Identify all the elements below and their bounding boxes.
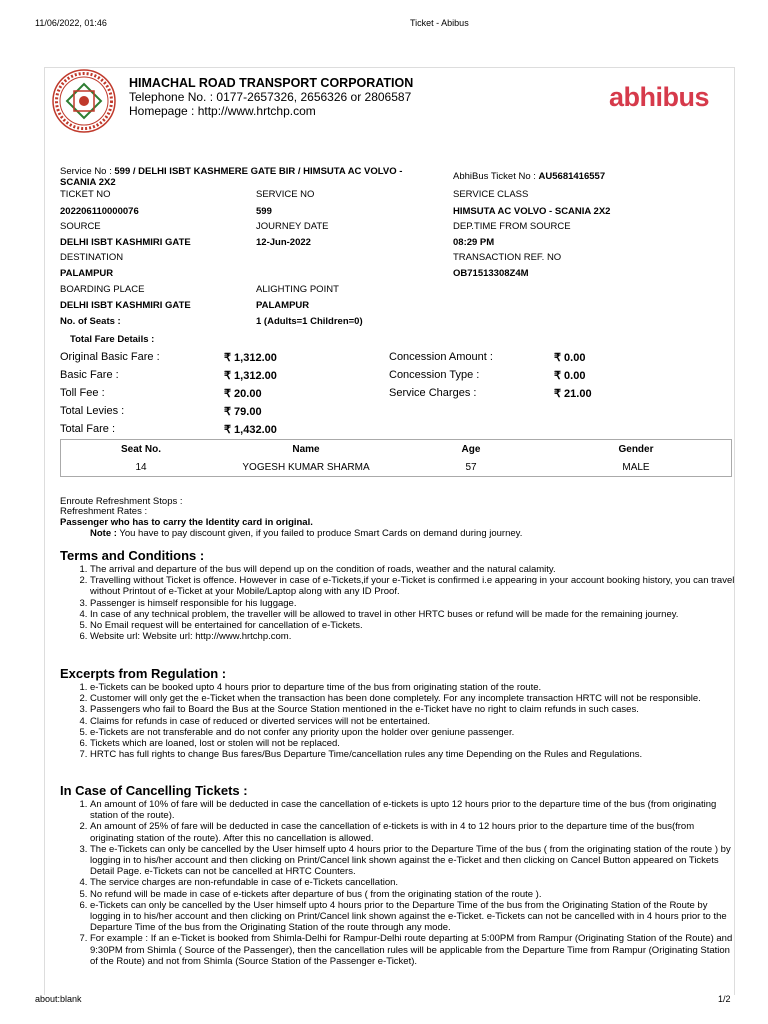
list-item: 4. Claims for refunds in case of reduced or diverted services will not be entertained. xyxy=(90,716,740,727)
list-item: 3. Passengers who fail to Board the Bus at the Source Station mentioned in the e-Ticket have no right to claim refunds in such cases. xyxy=(90,704,740,715)
abhibus-ticket-no: AbhiBus Ticket No : AU5681416557 xyxy=(453,171,606,182)
original-basic-fare-label: Original Basic Fare : xyxy=(60,351,160,363)
fare-details-label: Total Fare Details : xyxy=(70,334,155,345)
list-item: 1. e-Tickets can be booked upto 4 hours prior to departure time of the bus from originating station of the route. xyxy=(90,682,740,693)
terms-list xyxy=(60,564,740,642)
concession-type-value: ₹ 0.00 xyxy=(554,370,586,382)
list-item: 5. e-Tickets are not transferable and do not confer any priority upon the holder over geniune passenger. xyxy=(90,727,740,738)
service-no-value: 599 xyxy=(256,206,272,217)
identity-note: Passenger who has to carry the Identity card in original. xyxy=(60,517,313,528)
list-item: 2. An amount of 25% of fare will be deducted in case the cancellation of e-tickets is with in 4 to 12 hours prior to the departure time of the bus(from originating station of the route). After this no cancellation is allowed. xyxy=(90,821,740,843)
list-item: 6. e-Tickets can only be cancelled by the User himself upto 4 hours prior to the Departure Time of the bus from the Originating Station of the Route by logging in to his/her account and then clicking on Print/Cancel link shown against the e-Ticket. e-Tickets can not be cancelled with in 4 hours prior to the Departure Time of the bus from the Originating Station of the route through any mode. xyxy=(90,900,740,934)
list-item: 4. The service charges are non-refundable in case of e-Tickets cancellation. xyxy=(90,877,740,888)
destination-label: DESTINATION xyxy=(60,252,124,263)
list-item: 3. Passenger is himself responsible for his luggage. xyxy=(90,598,740,609)
concession-amount-value: ₹ 0.00 xyxy=(554,352,586,364)
ticket-no-label: TICKET NO xyxy=(60,189,111,200)
seats-value: 1 (Adults=1 Children=0) xyxy=(256,316,363,327)
regulation-list xyxy=(60,682,740,760)
seat-no-header: Seat No. xyxy=(120,444,161,455)
service-no-line: Service No : 599 / DELHI ISBT KASHMERE GATE BIR / HIMSUTA AC VOLVO - xyxy=(60,166,403,177)
terms-title: Terms and Conditions : xyxy=(60,548,205,563)
alighting-point-value: PALAMPUR xyxy=(256,300,310,311)
cancelling-title: In Case of Cancelling Tickets : xyxy=(60,783,248,798)
print-url: about:blank xyxy=(35,994,82,1004)
concession-amount-label: Concession Amount : xyxy=(389,351,493,363)
list-item: 5. No Email request will be entertained for cancellation of e-Tickets. xyxy=(90,620,740,631)
journey-date-value: 12-Jun-2022 xyxy=(256,237,311,248)
service-no-label: SERVICE NO xyxy=(256,189,315,200)
transaction-ref-label: TRANSACTION REF. NO xyxy=(453,252,562,263)
total-fare-value: ₹ 1,432.00 xyxy=(224,424,277,436)
corporation-name: HIMACHAL ROAD TRANSPORT CORPORATION xyxy=(129,76,414,90)
original-basic-fare-value: ₹ 1,312.00 xyxy=(224,352,277,364)
refreshment-rates: Refreshment Rates : xyxy=(60,506,148,517)
seat-no-cell: 14 xyxy=(135,462,147,473)
name-header: Name xyxy=(292,444,320,455)
total-fare-label: Total Fare : xyxy=(60,423,116,435)
list-item: 6. Website url: Website url: http://www.hrtchp.com. xyxy=(90,631,740,642)
corporation-telephone: Telephone No. : 0177-2657326, 2656326 or 2806587 xyxy=(129,90,412,104)
transaction-ref-value: OB71513308Z4M xyxy=(453,268,529,279)
list-item: 1. An amount of 10% of fare will be deducted in case the cancellation of e-tickets is upto 12 hours prior to the departure time of the bus (from originating station of the route). xyxy=(90,799,740,821)
ticket-no-value: 202206110000076 xyxy=(60,206,139,217)
service-no-line-2: SCANIA 2X2 xyxy=(60,177,116,188)
boarding-place-value: DELHI ISBT KASHMIRI GATE xyxy=(60,300,191,311)
service-charges-label: Service Charges : xyxy=(389,387,477,399)
source-value: DELHI ISBT KASHMIRI GATE xyxy=(60,237,191,248)
toll-fee-label: Toll Fee : xyxy=(60,387,105,399)
toll-fee-value: ₹ 20.00 xyxy=(224,388,262,400)
source-label: SOURCE xyxy=(60,221,101,232)
list-item: 7. For example : If an e-Ticket is booked from Shimla-Delhi for Rampur-Delhi route departing at 5:00PM from Rampur (Originating Station of the Route) and 9:30PM from Shimla ( Source of the Passenger), then the cancellation rules will be applicable from the Departure Time from Rampur (Originating Station of the Route) and not from Shimla (Source Station of the Passenger e-Ticket). xyxy=(90,933,740,967)
concession-type-label: Concession Type : xyxy=(389,369,480,381)
regulation-title: Excerpts from Regulation : xyxy=(60,666,227,681)
basic-fare-value: ₹ 1,312.00 xyxy=(224,370,277,382)
destination-value: PALAMPUR xyxy=(60,268,114,279)
passenger-table xyxy=(60,439,732,477)
list-item: 1. The arrival and departure of the bus will depend up on the condition of roads, weather and the natural calamity. xyxy=(90,564,740,575)
list-item: 2. Customer will only get the e-Ticket when the transaction has been done completely. For any incomplete transaction HRTC will not be responsible. xyxy=(90,693,740,704)
total-levies-label: Total Levies : xyxy=(60,405,125,417)
age-header: Age xyxy=(461,444,481,455)
list-item: 5. No refund will be made in case of e-tickets after departure of bus ( from the originating station of the route ). xyxy=(90,889,740,900)
age-cell: 57 xyxy=(465,462,477,473)
seats-label: No. of Seats : xyxy=(60,316,121,327)
service-class-value: HIMSUTA AC VOLVO - SCANIA 2X2 xyxy=(453,206,611,217)
discount-note: Note : You have to pay discount given, if you failed to produce Smart Cards on demand during journey. xyxy=(90,528,523,539)
gender-cell: MALE xyxy=(622,462,650,473)
enroute-stops: Enroute Refreshment Stops : xyxy=(60,496,183,507)
alighting-point-label: ALIGHTING POINT xyxy=(256,284,339,295)
corporation-homepage: Homepage : http://www.hrtchp.com xyxy=(129,104,316,118)
list-item: 2. Travelling without Ticket is offence. However in case of e-Tickets,if your e-Ticket is confirmed i.e appearing in your account booking history, you can travel without Printout of e-Ticket at your Mobile/Laptop along with any ID Proof. xyxy=(90,575,740,597)
print-datetime: 11/06/2022, 01:46 xyxy=(35,18,107,28)
total-levies-value: ₹ 79.00 xyxy=(224,406,262,418)
cancelling-list xyxy=(60,799,740,967)
print-page-number: 1/2 xyxy=(718,994,731,1004)
list-item: 4. In case of any technical problem, the traveller will be allowed to travel in other HRTC buses or refund will be made for the remaining journey. xyxy=(90,609,740,620)
abhibus-logo: abhibus xyxy=(609,82,710,112)
list-item: 7. HRTC has full rights to change Bus fares/Bus Departure Time/cancellation rules any time Depending on the Rules and Regulations. xyxy=(90,749,740,760)
service-charges-value: ₹ 21.00 xyxy=(554,388,592,400)
dep-time-label: DEP.TIME FROM SOURCE xyxy=(453,221,571,232)
journey-date-label: JOURNEY DATE xyxy=(256,221,329,232)
hrtc-logo-icon xyxy=(51,68,117,134)
gender-header: Gender xyxy=(618,444,654,455)
name-cell: YOGESH KUMAR SHARMA xyxy=(242,462,370,473)
dep-time-value: 08:29 PM xyxy=(453,237,495,248)
list-item: 6. Tickets which are loaned, lost or stolen will not be replaced. xyxy=(90,738,740,749)
list-item: 3. The e-Tickets can only be cancelled by the User himself upto 4 hours prior to the Departure Time of the bus ( from the originating station of the route ) by logging in to his/her account and then clicking on Print/Cancel link shown against the e-Ticket and then clicking on Cancel Button appeared on Tickets Detail Page. e-Tickets can not be cancelled at HRTC Counters. xyxy=(90,844,740,878)
print-page-title: Ticket - Abibus xyxy=(410,18,469,28)
basic-fare-label: Basic Fare : xyxy=(60,369,119,381)
boarding-place-label: BOARDING PLACE xyxy=(60,284,145,295)
service-class-label: SERVICE CLASS xyxy=(453,189,529,200)
